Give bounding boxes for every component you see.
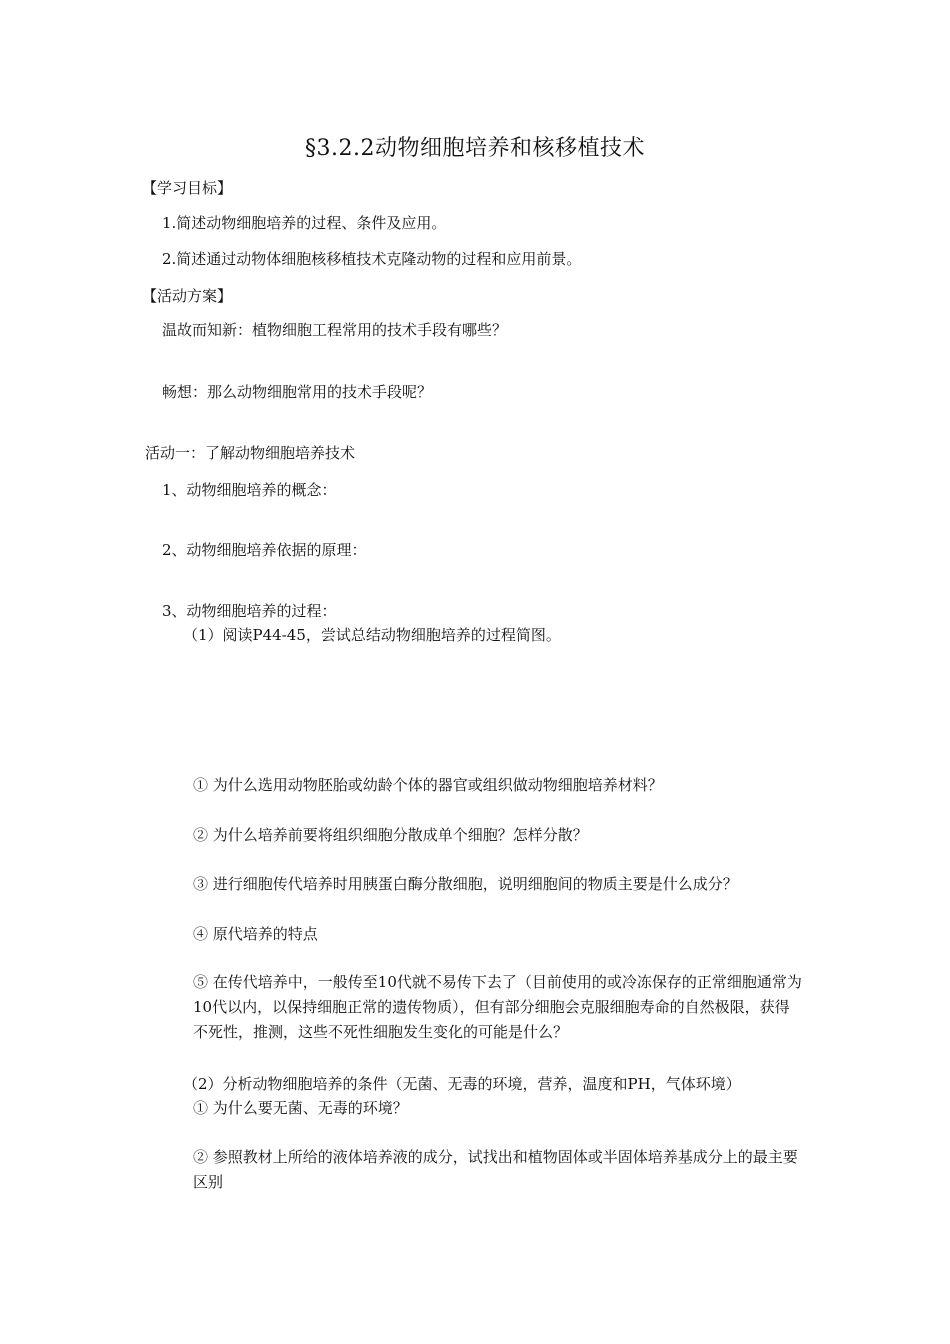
condition-question-2: ② 参照教材上所给的液体培养液的成分，试找出和植物固体或半固体培养基成分上的最主要区别 (193, 1148, 798, 1191)
condition-question-1: ① 为什么要无菌、无毒的环境？ (193, 1099, 408, 1117)
imagine-question: 畅想：那么动物细胞常用的技术手段呢？ (162, 383, 433, 401)
activity1-question-3: 3、动物细胞培养的过程： (162, 602, 337, 620)
process-question-1: ① 为什么选用动物胚胎或幼龄个体的器官或组织做动物细胞培养材料？ (193, 776, 663, 794)
process-question-3: ③ 进行细胞传代培养时用胰蛋白酶分散细胞，说明细胞间的物质主要是什么成分？ (193, 875, 738, 893)
process-question-4: ④ 原代培养的特点 (193, 925, 318, 943)
activity1-question-2: 2、动物细胞培养依据的原理： (162, 541, 367, 559)
process-question-2: ② 为什么培养前要将组织细胞分散成单个细胞？怎样分散？ (193, 826, 588, 844)
process-question-5: ⑤ 在传代培养中，一般传至10代就不易传下去了（目前使用的或冷冻保存的正常细胞通常为10代以内，以保持细胞正常的遗传物质），但有部分细胞会克服细胞寿命的自然极限，获得不死性，推测，这些不死性细胞发生变化的可能是什么？ (193, 973, 802, 1041)
review-question: 温故而知新：植物细胞工程常用的技术手段有哪些？ (162, 321, 508, 339)
objective-item-2: 2.简述通过动物体细胞核移植技术克隆动物的过程和应用前景。 (162, 250, 582, 268)
activity1-heading: 活动一：了解动物细胞培养技术 (145, 444, 356, 462)
activity1-sub-1: （1）阅读P44-45，尝试总结动物细胞培养的过程简图。 (183, 626, 561, 644)
page-title: §3.2.2动物细胞培养和核移植技术 (305, 136, 645, 161)
objectives-heading: 【学习目标】 (142, 179, 233, 197)
activity1-sub-2: （2）分析动物细胞培养的条件（无菌、无毒的环境，营养，温度和PH，气体环境） (183, 1075, 741, 1093)
activity1-question-1: 1、动物细胞培养的概念： (162, 481, 337, 499)
objective-item-1: 1.简述动物细胞培养的过程、条件及应用。 (162, 214, 447, 232)
plan-heading: 【活动方案】 (142, 287, 233, 305)
